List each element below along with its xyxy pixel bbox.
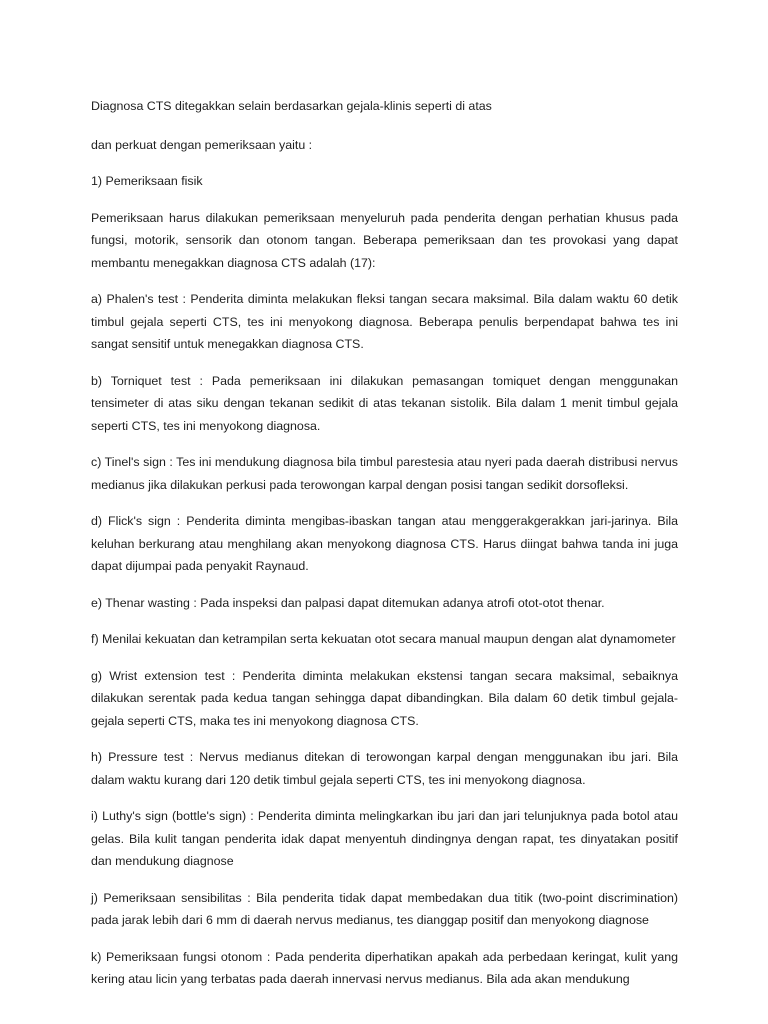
paragraph-exam-overview: Pemeriksaan harus dilakukan pemeriksaan menyeluruh pada penderita dengan perhatian khusus pada fungsi, motorik, sensorik dan otonom tangan. Beberapa pemeriksaan dan tes provokasi yang dapat membantu menegakkan diagnosa CTS adalah (17): xyxy=(91,210,678,270)
paragraph-wrist-extension-test: g) Wrist extension test : Penderita diminta melakukan ekstensi tangan secara maksimal, sebaiknya dilakukan serentak pada kedua tangan sehingga dapat dibandingkan. Bila dalam 60 detik timbul gejala-gejala seperti CTS, maka tes ini menyokong diagnosa CTS. xyxy=(91,668,678,728)
section-heading-physical-exam: 1) Pemeriksaan fisik xyxy=(91,174,203,188)
intro-line-2: dan perkuat dengan pemeriksaan yaitu : xyxy=(91,137,313,152)
paragraph-autonomic-function: k) Pemeriksaan fungsi otonom : Pada penderita diperhatikan apakah ada perbedaan keringat, kulit yang kering atau licin yang terbatas pada daerah innervasi nervus medianus. Bila ada akan mendukung xyxy=(91,949,678,986)
paragraph-muscle-strength: f) Menilai kekuatan dan ketrampilan serta kekuatan otot secara manual maupun dengan alat dynamometer xyxy=(91,632,676,646)
paragraph-torniquet-test: b) Torniquet test : Pada pemeriksaan ini dilakukan pemasangan tomiquet dengan menggunakan tensimeter di atas siku dengan tekanan sedikit di atas tekanan sistolik. Bila dalam 1 menit timbul gejala seperti CTS, tes ini menyokong diagnosa. xyxy=(91,373,678,433)
intro-line-1: Diagnosa CTS ditegakkan selain berdasarkan gejala-klinis seperti di atas xyxy=(91,99,492,113)
paragraph-phalens-test: a) Phalen's test : Penderita diminta melakukan fleksi tangan secara maksimal. Bila dalam waktu 60 detik timbul gejala seperti CTS, tes ini menyokong diagnosa. Beberapa penulis berpendapat bahwa tes ini sangat sensitif untuk menegakkan diagnosa CTS. xyxy=(91,292,678,351)
paragraph-flicks-sign: d) Flick's sign : Penderita diminta mengibas-ibaskan tangan atau menggerakgerakkan jari-jarinya. Bila keluhan berkurang atau menghilang akan menyokong diagnosa CTS. Harus diingat bahwa tanda ini juga dapat dijumpai pada penyakit Raynaud. xyxy=(91,514,678,573)
paragraph-thenar-wasting: e) Thenar wasting : Pada inspeksi dan palpasi dapat ditemukan adanya atrofi otot-otot thenar. xyxy=(91,595,605,610)
paragraph-sensibility-exam: j) Pemeriksaan sensibilitas : Bila penderita tidak dapat membedakan dua titik (two-point discrimination) pada jarak lebih dari 6 mm di daerah nervus medianus, tes dianggap positif dan menyokong diagnose xyxy=(91,890,678,927)
paragraph-pressure-test: h) Pressure test : Nervus medianus ditekan di terowongan karpal dengan menggunakan ibu jari. Bila dalam waktu kurang dari 120 detik timbul gejala seperti CTS, tes ini menyokong diagnosa. xyxy=(91,750,678,787)
paragraph-tinels-sign: c) Tinel's sign : Tes ini mendukung diagnosa bila timbul parestesia atau nyeri pada daerah distribusi nervus medianus jika dilakukan perkusi pada terowongan karpal dengan posisi tangan sedikit dorsofleksi. xyxy=(91,455,678,492)
paragraph-luthys-sign: i) Luthy's sign (bottle's sign) : Penderita diminta melingkarkan ibu jari dan jari telunjuknya pada botol atau gelas. Bila kulit tangan penderita idak dapat menyentuh dindingnya dengan rapat, tes dinyatakan positif dan mendukung diagnose xyxy=(91,809,678,868)
